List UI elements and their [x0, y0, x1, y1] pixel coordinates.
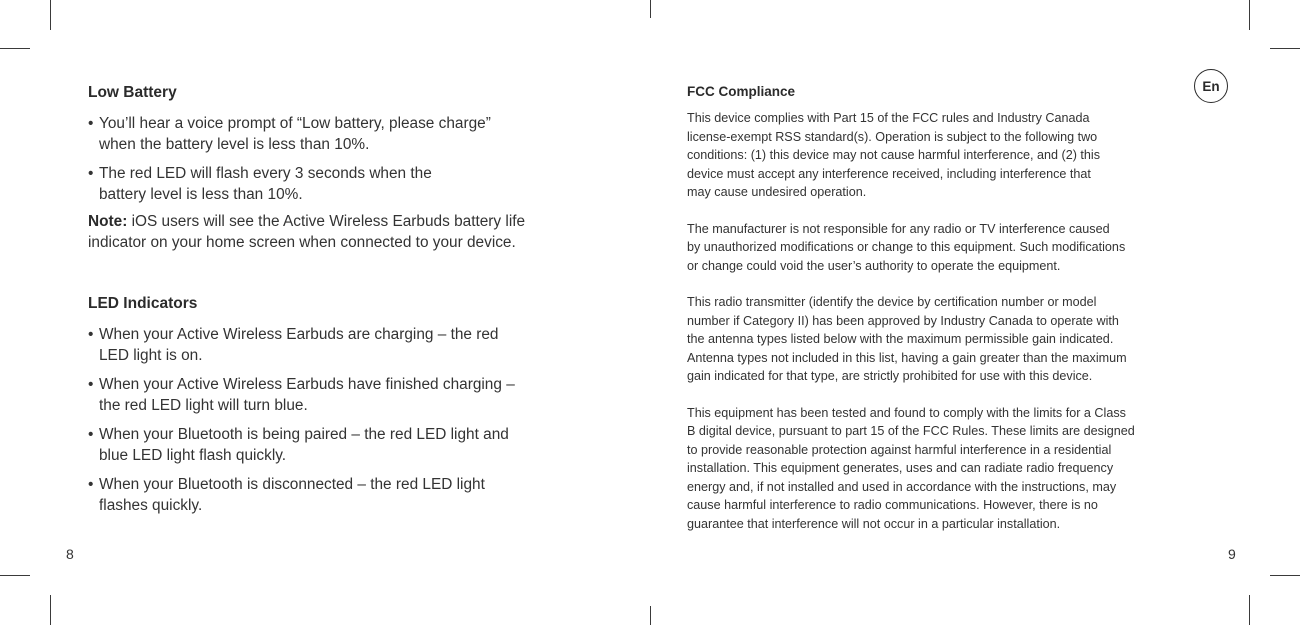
line: You’ll hear a voice prompt of “Low battery, please charge” — [99, 115, 491, 132]
line: Antenna types not included in this list, having a gain greater than the maximum — [687, 350, 1127, 365]
fcc-paragraph — [687, 293, 1212, 386]
crop-mark — [0, 575, 30, 576]
line: When your Active Wireless Earbuds are charging – the red — [99, 326, 499, 343]
line: installation. This equipment generates, uses and can radiate radio frequency — [687, 461, 1114, 475]
crop-mark — [50, 0, 51, 30]
fcc-paragraph — [687, 109, 1212, 202]
line: cause harmful interference to radio communications. However, there is no — [687, 498, 1098, 512]
page-number-right: 9 — [1228, 546, 1236, 562]
low-battery-list — [88, 113, 608, 205]
list-item — [88, 424, 608, 466]
low-battery-heading: Low Battery — [88, 84, 177, 101]
line: may cause undesired operation. — [687, 185, 867, 199]
language-badge: En — [1194, 69, 1228, 103]
crop-mark — [1249, 595, 1250, 625]
fcc-paragraph — [687, 404, 1212, 534]
list-item — [88, 324, 608, 366]
crop-mark — [0, 48, 30, 49]
note-text — [88, 211, 608, 253]
line: LED light is on. — [99, 347, 203, 364]
crop-mark — [1270, 48, 1300, 49]
line: When your Active Wireless Earbuds have finished charging – — [99, 376, 515, 393]
line: the red LED light will turn blue. — [99, 397, 308, 414]
crop-mark — [650, 0, 651, 18]
led-indicators-list — [88, 324, 608, 516]
line: This radio transmitter (identify the device by certification number or model — [687, 295, 1097, 309]
list-item — [88, 113, 608, 155]
line: This device complies with Part 15 of the FCC rules and Industry Canada — [687, 111, 1090, 125]
page-number-left: 8 — [66, 546, 74, 562]
line: device must accept any interference received, including interference that — [687, 166, 1091, 181]
crop-mark — [50, 595, 51, 625]
line: This equipment has been tested and found to comply with the limits for a Class — [687, 405, 1126, 420]
line: flashes quickly. — [99, 497, 203, 514]
line: battery level is less than 10%. — [99, 186, 303, 203]
line: The red LED will flash every 3 seconds when the — [99, 165, 432, 182]
line: guarantee that interference will not occur in a particular installation. — [687, 516, 1061, 531]
fcc-heading: FCC Compliance — [687, 84, 796, 99]
line: license-exempt RSS standard(s). Operation is subject to the following two — [687, 129, 1098, 144]
line: the antenna types listed below with the maximum permissible gain indicated. — [687, 332, 1114, 346]
line: B digital device, pursuant to part 15 of the FCC Rules. These limits are designed — [687, 424, 1135, 438]
crop-mark — [1270, 575, 1300, 576]
line: gain indicated for that type, are strictly prohibited for use with this device. — [687, 369, 1093, 383]
left-page — [88, 84, 608, 516]
fcc-paragraph — [687, 220, 1212, 276]
line: When your Bluetooth is disconnected – the red LED light — [99, 476, 485, 493]
led-indicators-heading: LED Indicators — [88, 295, 198, 312]
line: or change could void the user’s authority to operate the equipment. — [687, 258, 1061, 273]
crop-mark — [1249, 0, 1250, 30]
line: The manufacturer is not responsible for any radio or TV interference caused — [687, 221, 1110, 236]
list-item — [88, 474, 608, 516]
line: conditions: (1) this device may not cause harmful interference, and (2) this — [687, 148, 1100, 162]
list-item — [88, 163, 608, 205]
line: iOS users will see the Active Wireless Earbuds battery life — [127, 213, 526, 230]
line: energy and, if not installed and used in accordance with the instructions, may — [687, 479, 1117, 494]
line: indicator on your home screen when connected to your device. — [88, 234, 516, 251]
line: number if Category II) has been approved by Industry Canada to operate with — [687, 313, 1119, 328]
right-page — [687, 84, 1212, 533]
line: to provide reasonable protection against harmful interference in a residential — [687, 442, 1112, 457]
line: by unauthorized modifications or change to this equipment. Such modifications — [687, 240, 1126, 254]
note-label: Note: — [88, 213, 128, 230]
crop-mark — [650, 606, 651, 625]
line: blue LED light flash quickly. — [99, 447, 287, 464]
line: when the battery level is less than 10%. — [99, 136, 370, 153]
line: When your Bluetooth is being paired – the red LED light and — [99, 426, 509, 443]
list-item — [88, 374, 608, 416]
